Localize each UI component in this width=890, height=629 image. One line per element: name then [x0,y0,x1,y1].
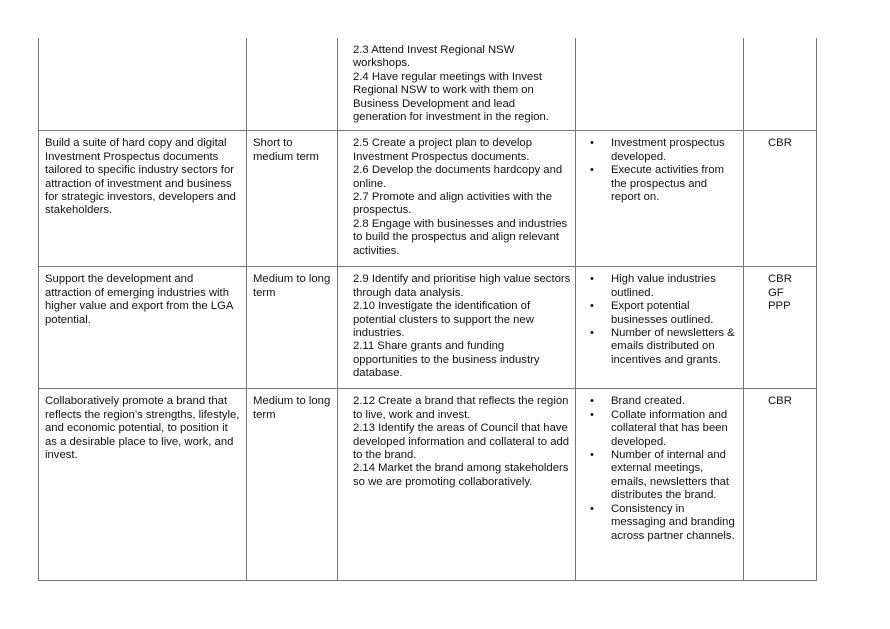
measures-cell [576,389,744,581]
action-item: 2.14 Market the brand among stakeholders so we are promoting collaboratively. [353,462,569,488]
bullet-icon: • [590,300,594,313]
measures-cell [576,38,744,131]
partner-code: PPP [768,300,791,313]
table-row [39,38,817,131]
list-item: • Brand created. [590,395,686,408]
actions-cell [338,131,576,267]
bullet-icon: • [590,408,594,421]
measures-cell [576,267,744,389]
partner-code: CBR [768,137,792,150]
timeframe-cell: Medium to long term [247,389,338,581]
action-item: 2.4 Have regular meetings with Invest Regional NSW to work with them on Business Development and lead generation for investment in the region. [353,70,549,124]
list-item: • High value industries outlined. [590,273,716,299]
measures-list [582,395,738,542]
bullet-icon: • [590,327,594,340]
list-item: • Collate information and collateral that has been developed. [590,408,728,448]
partners-cell [744,38,817,131]
action-item: 2.7 Promote and align activities with the prospectus. [353,191,553,217]
action-item: 2.12 Create a brand that reflects the region to live, work and invest. [353,395,569,421]
bullet-icon: • [590,395,594,408]
measures-list [582,273,738,367]
objective-cell: Build a suite of hard copy and digital Investment Prospectus documents tailored to specific industry sectors for attraction of investment and business for strategic investors, developers and stakeholders. [39,131,247,267]
bullet-icon: • [590,273,594,286]
timeframe-cell [247,38,338,131]
measures-cell [576,131,744,267]
partners-cell [744,131,817,267]
action-item: 2.5 Create a project plan to develop Investment Prospectus documents. [353,137,532,163]
bullet-icon: • [590,137,594,150]
table-row [39,389,817,581]
list-item: • Investment prospectus developed. [590,137,725,163]
partner-code: GF [768,286,784,299]
objective-cell: Support the development and attraction of emerging industries with higher value and export from the LGA potential. [39,267,247,389]
objective-cell: Collaboratively promote a brand that reflects the region’s strengths, lifestyle, and economic potential, to position it as a desirable place to live, work, and invest. [39,389,247,581]
measures-list [582,137,738,204]
list-item: • Number of internal and external meetings, emails, newsletters that distributes the brand. [590,449,730,502]
action-plan-table [38,38,817,581]
action-item: 2.8 Engage with businesses and industries to build the prospectus and align relevant activities. [353,217,568,257]
partner-code: CBR [768,395,792,408]
action-item: 2.13 Identify the areas of Council that have developed information and collateral to add to the brand. [353,422,570,462]
objective-cell [39,38,247,131]
partners-cell [744,267,817,389]
action-item: 2.6 Develop the documents hardcopy and online. [353,164,563,190]
actions-cell [338,267,576,389]
actions-cell [338,389,576,581]
action-item: 2.3 Attend Invest Regional NSW workshops. [353,44,515,70]
timeframe-cell: Short to medium term [247,131,338,267]
bullet-icon: • [590,449,594,462]
action-item: 2.11 Share grants and funding opportunities to the business industry database. [353,340,540,380]
action-item: 2.10 Investigate the identification of potential clusters to support the new industries. [353,300,534,340]
actions-cell [338,38,576,131]
list-item: • Number of newsletters & emails distributed on incentives and grants. [590,327,735,366]
timeframe-cell: Medium to long term [247,267,338,389]
partner-code: CBR [768,273,792,286]
list-item: • Consistency in messaging and branding across partner channels. [590,502,735,542]
table-row [39,267,817,389]
bullet-icon: • [590,164,594,177]
action-item: 2.9 Identify and prioritise high value sectors through data analysis. [353,273,571,299]
list-item: • Export potential businesses outlined. [590,300,714,326]
partners-cell [744,389,817,581]
table-row [39,131,817,267]
list-item: • Execute activities from the prospectus and report on. [590,164,725,204]
bullet-icon: • [590,502,594,515]
